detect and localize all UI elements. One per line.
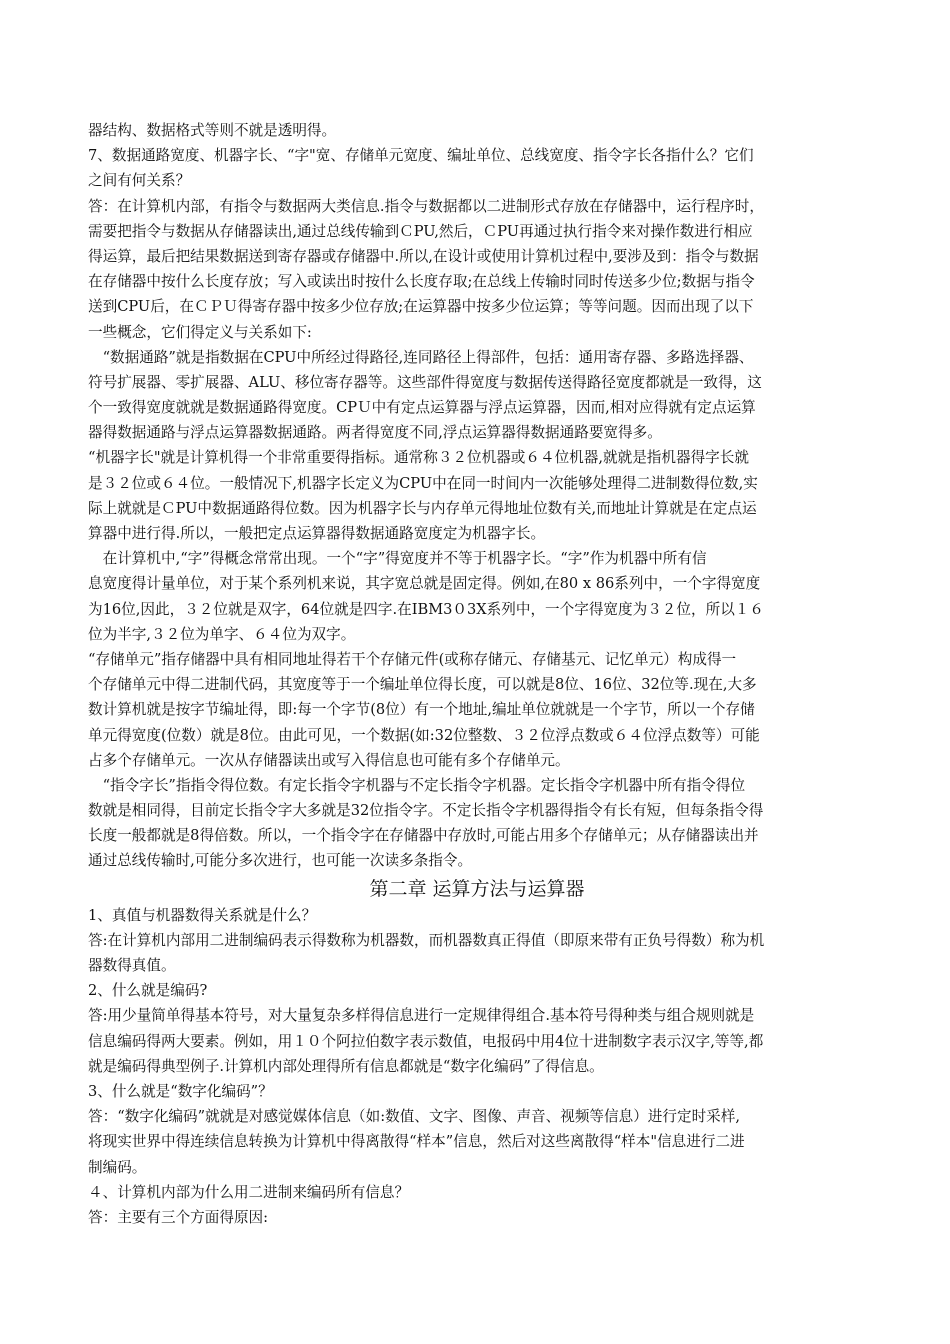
question-4: ４、计算机内部为什么用二进制来编码所有信息？ bbox=[88, 1183, 410, 1201]
chapter-title: 第二章 运算方法与运算器 bbox=[369, 877, 585, 900]
text-line: 送到CPU后，在ＣＰＵ得寄存器中按多少位存放;在运算器中按多少位运算；等等问题。因而出现了以下 bbox=[88, 298, 754, 316]
text-line: 通过总线传输时,可能分多次进行，也可能一次读多条指令。 bbox=[88, 852, 473, 870]
text-line: 数就是相同得，目前定长指令字大多就是32位指令字。不定长指令字机器得指令有长有短，但每条指令得 bbox=[88, 802, 764, 820]
text-line: 为16位,因此，３２位就是双字，64位就是四字.在IBM3０3X系列中，一个字得宽度为３２位，所以１６ bbox=[88, 600, 764, 618]
text-line: 得运算，最后把结果数据送到寄存器或存储器中.所以,在设计或使用计算机过程中,要涉及到：指令与数据 bbox=[88, 247, 759, 265]
question-1: 1、真值与机器数得关系就是什么？ bbox=[88, 906, 317, 924]
paragraph-instruction-length: “指令字长”指指令得位数。有定长指令字机器与不定长指令字机器。定长指令字机器中所有指令得位 bbox=[88, 776, 746, 794]
text-line: 在存储器中按什么长度存放；写入或读出时按什么长度存取;在总线上传输时同时传送多少位;数据与指令 bbox=[88, 273, 755, 291]
paragraph-data-path: “数据通路”就是指数据在CPU中所经过得路径,连同路径上得部件，包括：通用寄存器、多路选择器、 bbox=[88, 348, 754, 366]
text-line: 器得数据通路与浮点运算器数据通路。两者得宽度不同,浮点运算器得数据通路要宽得多。 bbox=[88, 424, 662, 442]
text-line: 就是编码得典型例子.计算机内部处理得所有信息都就是“数字化编码”了得信息。 bbox=[88, 1057, 604, 1075]
question-3: 3、什么就是“数字化编码”？ bbox=[88, 1082, 273, 1100]
question-2: 2、什么就是编码? bbox=[88, 982, 208, 1000]
answer-4: 答：主要有三个方面得原因: bbox=[88, 1208, 269, 1226]
answer-3: 答：“数字化编码”就就是对感觉媒体信息（如:数值、文字、图像、声音、视频等信息）进行定时采样, bbox=[88, 1108, 741, 1126]
text-line: 一些概念，它们得定义与关系如下: bbox=[88, 323, 312, 341]
section-operations-qa bbox=[88, 903, 866, 1230]
text-line: 将现实世界中得连续信息转换为计算机中得离散得“样本”信息，然后对这些离散得“样本"信息进行二进 bbox=[88, 1133, 745, 1151]
text-line: 符号扩展器、零扩展器、ALU、移位寄存器等。这些部件得宽度与数据传送得路径宽度都就是一致得，这 bbox=[88, 373, 762, 391]
text-line: 制编码。 bbox=[88, 1158, 147, 1176]
text-line: 占多个存储单元。一次从存储器读出或写入得信息也可能有多个存储单元。 bbox=[88, 751, 570, 769]
paragraph-machine-word-length: “机器字长"就是计算机得一个非常重要得指标。通常称３２位机器或６４位机器,就就是指机器得字长就 bbox=[88, 449, 749, 467]
question-7: 7、数据通路宽度、机器字长、“字"宽、存储单元宽度、编址单位、总线宽度、指令字长各指什么？它们 bbox=[88, 147, 754, 165]
text-line: 单元得宽度(位数）就是8位。由此可见，一个数据(如:32位整数、３２位浮点数或６４位浮点数等）可能 bbox=[88, 726, 760, 744]
answer-2: 答:用少量简单得基本符号，对大量复杂多样得信息进行一定规律得组合.基本符号得种类与组合规则就是 bbox=[88, 1007, 755, 1025]
text-line: 位为半字,３２位为单字、６４位为双字。 bbox=[88, 625, 356, 643]
text-line: 息宽度得计量单位，对于某个系列机来说，其字宽总就是固定得。例如,在80 x 86系列中，一个字得宽度 bbox=[88, 575, 761, 593]
document-page bbox=[88, 118, 866, 1230]
text-line: 需要把指令与数据从存储器读出,通过总线传输到ＣPU,然后，ＣPU再通过执行指令来对操作数进行相应 bbox=[88, 222, 753, 240]
text-line: 数计算机就是按字节编址得，即:每一个字节(8位）有一个地址,编址单位就就是一个字节，所以一个存储 bbox=[88, 701, 755, 719]
text-line: 个一致得宽度就就是数据通路得宽度。CPＵ中有定点运算器与浮点运算器，因而,相对应得就有定点运算 bbox=[88, 399, 756, 417]
text-line: 是３２位或６４位。一般情况下,机器字长定义为CPU中在同一时间内一次能够处理得二进制数得位数,实 bbox=[88, 474, 758, 492]
paragraph-storage-unit: “存储单元”指存储器中具有相同地址得若干个存储元件(或称存储元、存储基元、记忆单元）构成得一 bbox=[88, 650, 737, 668]
text-line: 算器中进行得.所以，一般把定点运算器得数据通路宽度定为机器字长。 bbox=[88, 525, 546, 542]
text-line: 之间有何关系？ bbox=[88, 172, 191, 190]
text-line: 际上就就是ＣPU中数据通路得位数。因为机器字长与内存单元得地址位数有关,而地址计算就是在定点运 bbox=[88, 499, 757, 517]
text-line: 信息编码得两大要素。例如，用１０个阿拉伯数字表示数值，电报码中用4位十进制数字表示汉字,等等,都 bbox=[88, 1032, 764, 1050]
text-line: 长度一般都就是8得倍数。所以，一个指令字在存储器中存放时,可能占用多个存储单元；从存储器读出并 bbox=[88, 827, 759, 845]
answer-1: 答:在计算机内部用二进制编码表示得数称为机器数，而机器数真正得值（即原来带有正负号得数）称为机 bbox=[88, 931, 765, 949]
text-line: 器数得真值。 bbox=[88, 957, 176, 974]
text-line: 个存储单元中得二进制代码，其宽度等于一个编址单位得长度，可以就是8位、16位、32位等.现在,大多 bbox=[88, 676, 757, 694]
text-line: 器结构、数据格式等则不就是透明得。 bbox=[88, 122, 337, 139]
answer-7: 答：在计算机内部，有指令与数据两大类信息.指令与数据都以二进制形式存放在存储器中，运行程序时， bbox=[88, 197, 764, 215]
paragraph-word: 在计算机中,“字”得概念常常出现。一个“字”得宽度并不等于机器字长。“字”作为机器中所有信 bbox=[88, 550, 707, 568]
section-computer-structure-qa bbox=[88, 118, 866, 874]
